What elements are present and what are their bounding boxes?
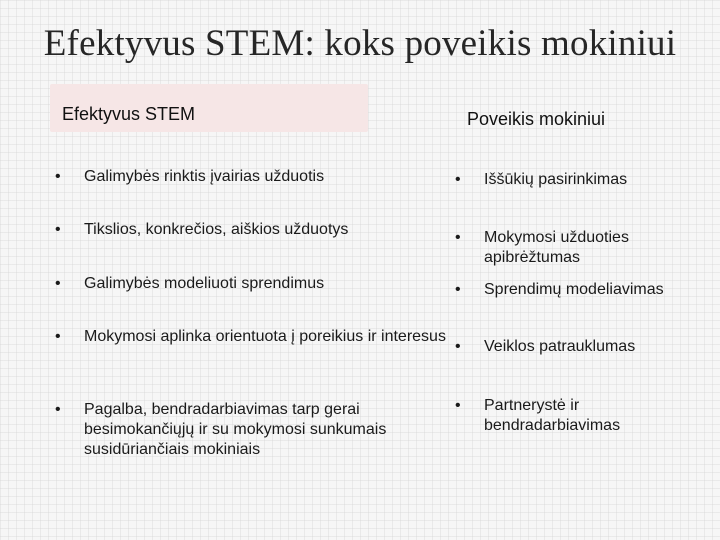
bullet-marker: •	[55, 168, 61, 185]
left-bullet-text: Tikslios, konkrečios, aiškios užduotys	[84, 221, 349, 238]
left-bullet-text: Mokymosi aplinka orientuota į poreikius ir interesus	[84, 328, 446, 345]
bullet-marker: •	[455, 281, 461, 298]
right-bullet-text: Partnerystė ir bendradarbiavimas	[484, 397, 621, 434]
bullet-marker: •	[55, 275, 61, 292]
right-bullet-text: Veiklos patrauklumas	[484, 338, 636, 355]
left-column-header-label: Efektyvus STEM	[62, 104, 196, 124]
bullet-marker: •	[455, 171, 461, 188]
left-bullet-text: Galimybės rinktis įvairias užduotis	[84, 168, 325, 185]
bullet-marker: •	[55, 328, 61, 345]
bullet-marker: •	[55, 401, 61, 418]
bullet-marker: •	[55, 221, 61, 238]
left-bullet-text: Galimybės modeliuoti sprendimus	[84, 275, 325, 292]
bullet-marker: •	[455, 229, 461, 246]
right-bullet-text: Mokymosi užduoties apibrėžtumas	[484, 229, 629, 266]
right-bullet-text: Sprendimų modeliavimas	[484, 281, 664, 298]
left-column-header	[50, 84, 368, 132]
slide-title: Efektyvus STEM: koks poveikis mokiniui	[43, 23, 677, 64]
right-column-header: Poveikis mokiniui	[467, 109, 606, 129]
right-bullet-text: Iššūkių pasirinkimas	[484, 171, 628, 188]
bullet-marker: •	[455, 397, 461, 414]
left-bullet-text: Pagalba, bendradarbiavimas tarp gerai besimokančiųjų ir su mokymosi sunkumais susidūriančiais mokiniais	[84, 401, 387, 458]
bullet-marker: •	[455, 338, 461, 355]
